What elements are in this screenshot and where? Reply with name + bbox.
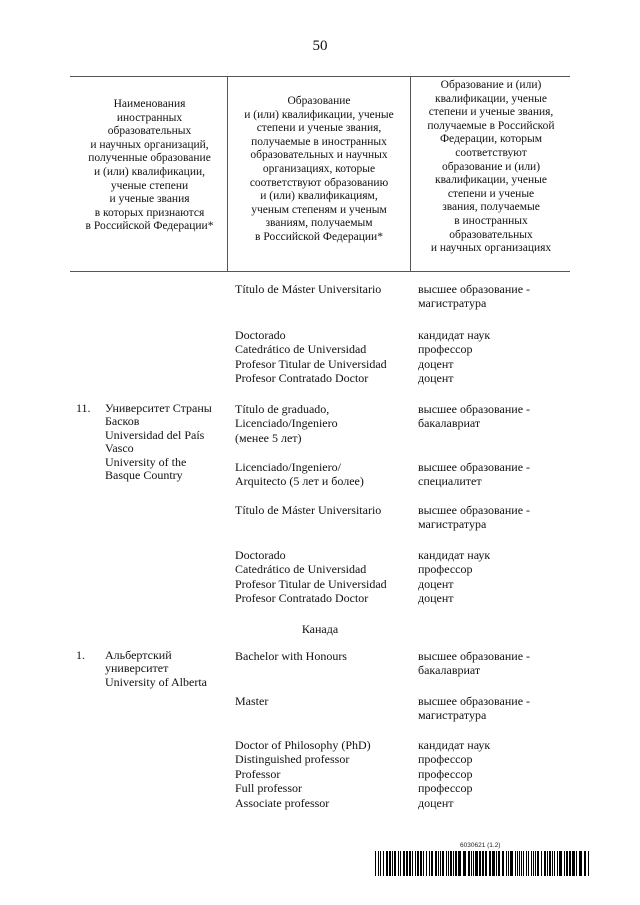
barcode-bar: [415, 851, 416, 876]
barcode-bar: [564, 851, 565, 876]
header-col3-line: Образование и (или): [440, 79, 542, 91]
qualification-line: Catedrático de Universidad: [235, 342, 367, 357]
barcode-bar: [519, 851, 520, 876]
barcode-bar: [435, 851, 437, 876]
header-col1-line: полученные образование: [88, 152, 211, 165]
header-col1-line: и ученые звания: [109, 193, 190, 206]
qualification-foreign: [235, 548, 410, 606]
barcode-bar: [479, 851, 481, 876]
header-col2-line: соответствуют образованию: [249, 176, 389, 189]
qualification-line: кандидат наук: [418, 548, 491, 562]
qualification-line: Profesor Titular de Universidad: [235, 356, 387, 371]
barcode-label: 6030621 (1.2): [460, 842, 501, 849]
header-col1-line: и научных организаций,: [90, 138, 209, 151]
barcode-bar: [473, 851, 474, 876]
barcode-bar: [392, 851, 393, 876]
barcode-bar: [409, 851, 411, 876]
institution-name: [105, 402, 215, 482]
barcode-bar: [566, 851, 568, 876]
qualification-russian: [418, 548, 568, 606]
barcode-bar: [489, 851, 491, 876]
qualification-line: Doctorado: [235, 548, 286, 562]
barcode-bar: [417, 851, 419, 876]
barcode-bar: [557, 851, 558, 876]
qualification-line: доцент: [418, 576, 454, 591]
barcode-bar: [523, 851, 524, 876]
barcode-bar: [549, 851, 551, 876]
barcode-bar: [517, 851, 518, 876]
barcode-bar: [438, 851, 439, 876]
qualification-line: Bachelor with Honours: [235, 649, 347, 663]
header-col2-line: ученым степеням и ученым: [251, 203, 387, 216]
institution-name-line: University of the: [105, 454, 187, 469]
barcode-bar: [389, 851, 391, 876]
qualification-line: магистратура: [418, 708, 487, 723]
qualification-line: доцент: [418, 591, 454, 606]
barcode-bar: [482, 851, 484, 876]
qualification-line: Doctorado: [235, 328, 286, 342]
institution-name-line: University of Alberta: [105, 674, 207, 689]
qualification-line: Distinguished professor: [235, 752, 350, 767]
header-col1-line: ученые степени: [110, 179, 189, 192]
barcode-bar: [453, 851, 454, 876]
barcode-bar: [588, 851, 589, 876]
barcode-bar: [400, 851, 401, 876]
institution-name: [105, 649, 230, 689]
barcode-bar: [375, 851, 376, 876]
header-col1-line: Наименования: [113, 98, 186, 110]
qualification-line: профессор: [418, 766, 473, 781]
qualification-line: магистратура: [418, 296, 487, 311]
barcode-bar: [446, 851, 447, 876]
qualification-russian: [418, 694, 568, 723]
barcode-bar: [386, 851, 388, 876]
header-col1-line: в которых признаются: [94, 206, 205, 219]
barcode-bar: [429, 851, 430, 876]
header-col3-line: образовательных: [449, 228, 533, 241]
institution-name-line: университет: [105, 661, 169, 676]
barcode-bar: [584, 851, 586, 876]
column-divider-1: [227, 76, 228, 271]
entry-number: 1.: [76, 648, 85, 662]
qualification-foreign: [235, 282, 410, 296]
qualification-line: доцент: [418, 356, 454, 371]
barcode-bar: [406, 851, 408, 876]
qualification-line: Arquitecto (5 лет и более): [235, 474, 364, 489]
header-col3-line: получаемые в Российской: [427, 119, 555, 132]
barcode-bar: [528, 851, 529, 876]
header-col3-line: Федерации, которым: [439, 133, 543, 146]
qualification-line: доцент: [418, 371, 454, 386]
barcode-bar: [448, 851, 449, 876]
qualification-line: кандидат наук: [418, 328, 491, 342]
barcode-bar: [463, 851, 466, 876]
barcode-image: [375, 851, 589, 876]
barcode-bar: [521, 851, 522, 876]
qualification-line: Profesor Contratado Doctor: [235, 371, 369, 386]
barcode-bar: [533, 851, 534, 876]
column-divider-2: [410, 76, 411, 271]
qualification-line: Título de Máster Universitario: [235, 503, 382, 517]
qualification-line: Título de graduado,: [235, 402, 330, 416]
qualification-line: профессор: [418, 562, 473, 577]
qualification-foreign: [235, 694, 410, 708]
barcode-bar: [420, 851, 422, 876]
barcode-bar: [552, 851, 553, 876]
barcode-bar: [515, 851, 516, 876]
qualification-line: высшее образование -: [418, 503, 531, 517]
institution-name-line: Vasco: [105, 441, 134, 456]
header-col1-line: в Российской Федерации*: [85, 220, 214, 233]
barcode-bar: [442, 851, 444, 876]
qualification-line: высшее образование -: [418, 649, 531, 663]
qualification-russian: [418, 649, 568, 678]
barcode-bar: [569, 851, 571, 876]
barcode-bar: [506, 851, 507, 876]
header-col3-line: звания, получаемые: [442, 201, 540, 214]
barcode-bar: [547, 851, 548, 876]
header-col2-line: и (или) квалификации, ученые: [244, 108, 394, 121]
header-col1-line: иностранных: [116, 111, 183, 124]
header-col3-line: степени и ученые: [447, 187, 535, 200]
qualification-line: специалитет: [418, 474, 482, 489]
qualification-foreign: [235, 503, 410, 517]
qualification-foreign: [235, 738, 410, 810]
barcode-bar: [572, 851, 575, 876]
entry-number: 11.: [76, 401, 91, 415]
qualification-line: бакалавриат: [418, 663, 481, 678]
qualification-line: кандидат наук: [418, 738, 491, 752]
header-col3-line: и научных организациях: [430, 242, 552, 255]
header-col1-line: и (или) квалификации,: [93, 165, 206, 178]
qualification-russian: [418, 503, 568, 532]
qualification-line: доцент: [418, 795, 454, 810]
barcode-bar: [535, 851, 536, 876]
header-col2-line: и (или) квалификациям,: [260, 190, 378, 203]
barcode-bar: [559, 851, 562, 876]
barcode-bar: [508, 851, 509, 876]
barcode-bar: [398, 851, 399, 876]
header-col3-line: степени и ученые звания,: [428, 106, 554, 119]
barcode-bar: [378, 851, 379, 876]
barcode-bar: [394, 851, 396, 876]
qualification-line: высшее образование -: [418, 282, 531, 296]
header-col1: [72, 98, 227, 234]
barcode-bar: [423, 851, 424, 876]
qualification-line: Profesor Titular de Universidad: [235, 576, 387, 591]
barcode-bar: [576, 851, 577, 876]
barcode-bar: [383, 851, 384, 876]
qualification-line: Licenciado/Ingeniero: [235, 416, 338, 431]
barcode-bar: [579, 851, 582, 876]
qualification-line: профессор: [418, 781, 473, 796]
institution-name-line: Басков: [105, 414, 140, 429]
barcode-bar: [531, 851, 532, 876]
barcode-bar: [498, 851, 500, 876]
barcode-bar: [471, 851, 472, 876]
qualification-russian: [418, 328, 568, 386]
qualification-russian: [418, 282, 568, 311]
qualification-line: Catedrático de Universidad: [235, 562, 367, 577]
barcode-bar: [403, 851, 405, 876]
qualification-line: Título de Máster Universitario: [235, 282, 382, 296]
page-number: 50: [312, 38, 328, 54]
barcode-bar: [450, 851, 452, 876]
qualification-russian: [418, 738, 568, 810]
barcode-bar: [426, 851, 427, 876]
header-col2-line: образовательных и научных: [250, 149, 388, 162]
qualification-foreign: [235, 328, 410, 386]
barcode-bar: [544, 851, 546, 876]
qualification-russian: [418, 402, 568, 431]
barcode-bar: [431, 851, 433, 876]
barcode-bar: [440, 851, 441, 876]
qualification-line: Master: [235, 694, 269, 708]
header-col2-line: получаемые в иностранных: [251, 135, 387, 148]
table-header-bottom-rule: [70, 271, 570, 272]
header-col3: [412, 79, 570, 256]
barcode-bar: [485, 851, 487, 876]
qualification-line: Professor: [235, 766, 281, 781]
header-col2-line: организациях, которые: [262, 162, 376, 175]
barcode-bar: [458, 851, 461, 876]
qualification-russian: [418, 460, 568, 489]
qualification-foreign: [235, 649, 410, 663]
qualification-line: Doctor of Philosophy (PhD): [235, 738, 371, 752]
barcode-bar: [541, 851, 542, 876]
barcode-bar: [468, 851, 470, 876]
qualification-line: (менее 5 лет): [235, 430, 302, 445]
institution-name-line: Университет Страны: [105, 401, 212, 415]
qualification-line: бакалавриат: [418, 416, 481, 431]
qualification-line: профессор: [418, 342, 473, 357]
barcode-bar: [412, 851, 413, 876]
header-col1-line: образовательных: [107, 125, 192, 138]
qualification-line: профессор: [418, 752, 473, 767]
barcode-bar: [380, 851, 381, 876]
qualification-line: Full professor: [235, 781, 302, 796]
barcode-bar: [510, 851, 513, 876]
header-col3-line: квалификации, ученые: [435, 92, 547, 105]
qualification-line: магистратура: [418, 517, 487, 532]
qualification-foreign: [235, 402, 410, 445]
barcode-bar: [455, 851, 457, 876]
header-col2: [229, 95, 409, 245]
qualification-line: Licenciado/Ingeniero/: [235, 460, 341, 474]
header-col3-line: образование и (или): [441, 160, 541, 173]
barcode-bar: [502, 851, 504, 876]
institution-name-line: Universidad del País: [105, 427, 205, 442]
header-col2-line: званиям, получаемым: [265, 217, 373, 230]
qualification-line: Profesor Contratado Doctor: [235, 591, 369, 606]
institution-name-line: Альбертский: [105, 648, 172, 662]
qualification-foreign: [235, 460, 410, 489]
barcode-bar: [475, 851, 478, 876]
table-top-rule: [70, 76, 570, 77]
header-col2-line: в Российской Федерации*: [255, 230, 383, 243]
qualification-line: высшее образование -: [418, 402, 531, 416]
header-col2-line: степени и ученые звания,: [256, 122, 382, 135]
barcode-bar: [496, 851, 497, 876]
barcode-bar: [537, 851, 539, 876]
barcode-bar: [526, 851, 527, 876]
section-title: Канада: [301, 622, 339, 636]
institution-name-line: Basque Country: [105, 468, 183, 483]
header-col3-line: соответствуют: [455, 146, 527, 159]
barcode-bar: [492, 851, 495, 876]
qualification-line: Associate professor: [235, 795, 330, 810]
qualification-line: высшее образование -: [418, 460, 531, 474]
header-col3-line: в иностранных: [454, 214, 528, 227]
qualification-line: высшее образование -: [418, 694, 531, 708]
header-col3-line: квалификации, ученые: [435, 174, 547, 187]
header-col2-line: Образование: [287, 95, 351, 107]
barcode-bar: [554, 851, 555, 876]
